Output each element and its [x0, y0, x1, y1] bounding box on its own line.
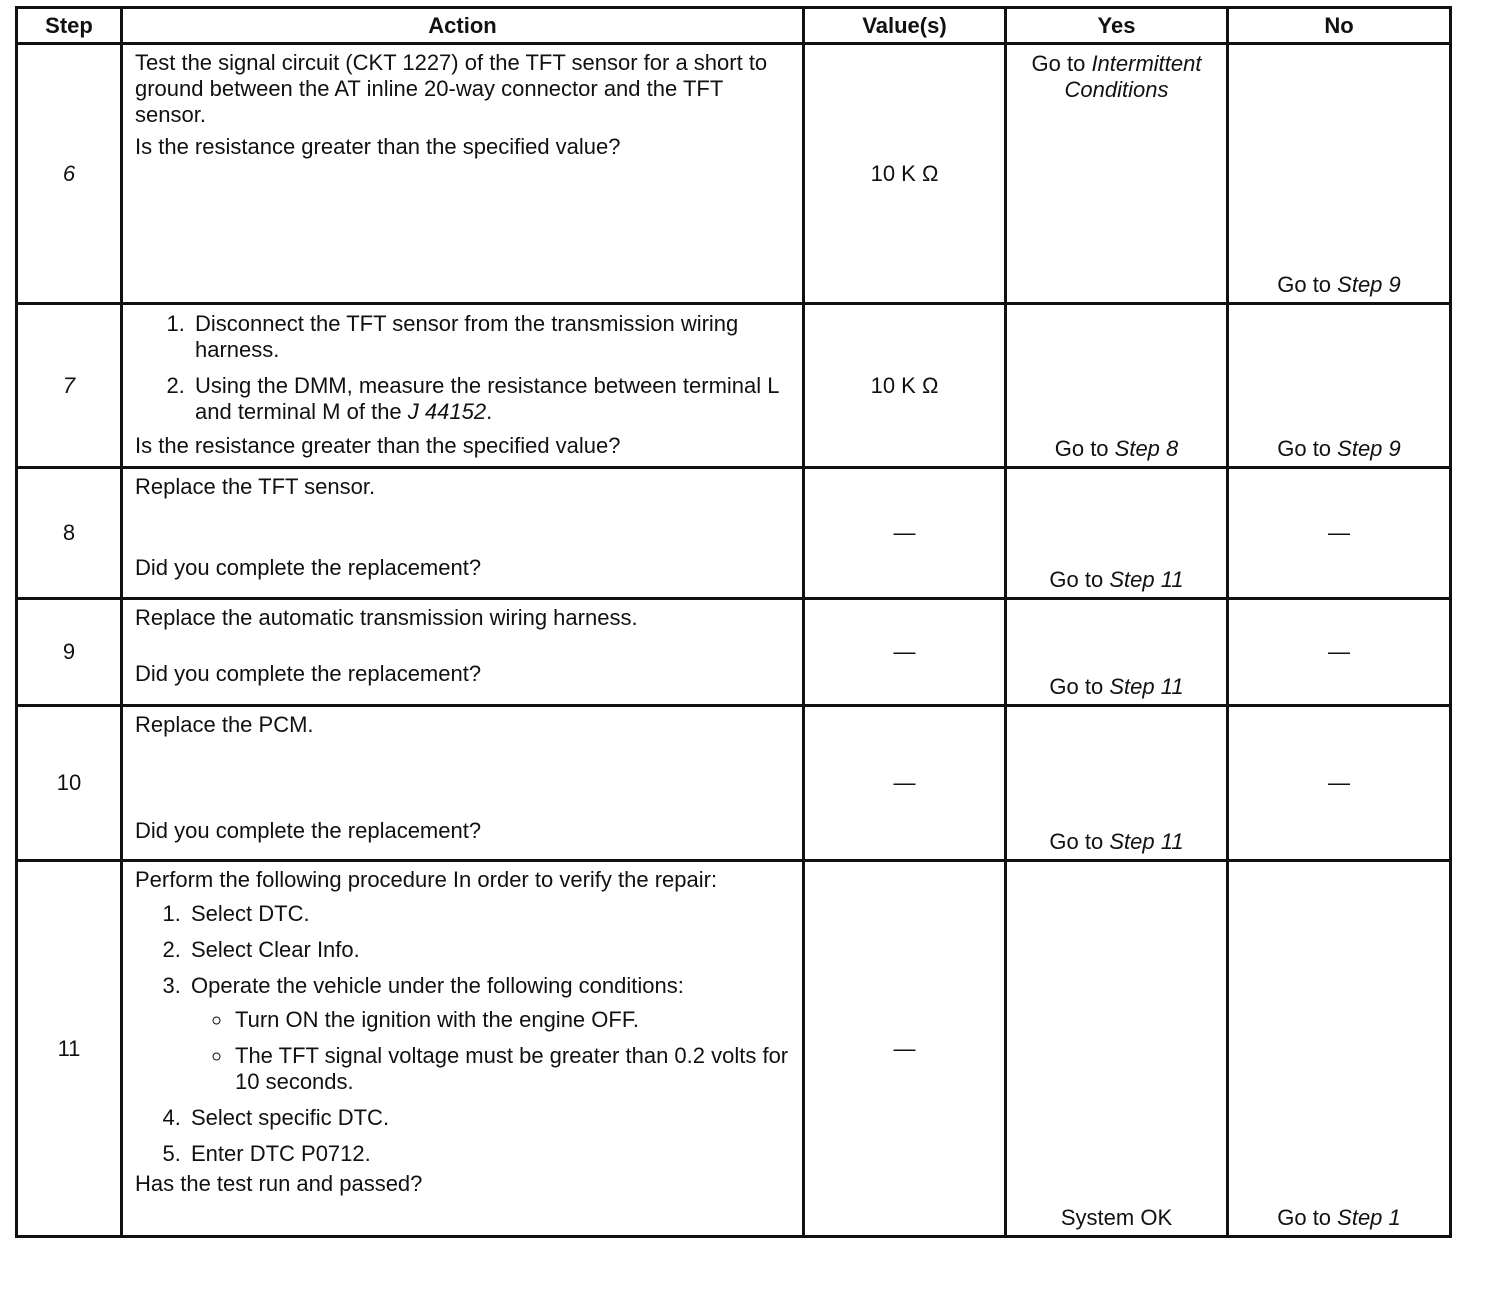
- action-step-text: Using the DMM, measure the resistance between terminal L and terminal M of the: [195, 373, 779, 424]
- action-step-item: 5. Enter DTC P0712.: [187, 1141, 792, 1167]
- header-action: Action: [122, 8, 804, 44]
- yes-goto[interactable]: [1007, 567, 1226, 593]
- no-cell: [1228, 304, 1451, 468]
- yes-goto-prefix: Go to: [1049, 567, 1110, 592]
- action-text: Replace the automatic transmission wiring harness.: [135, 605, 638, 630]
- no-goto-prefix: Go to: [1277, 1205, 1338, 1230]
- condition-bullet: ◦ The TFT signal voltage must be greater than 0.2 volts for 10 seconds.: [233, 1043, 792, 1095]
- action-cell: [122, 304, 804, 468]
- action-cell: [122, 468, 804, 599]
- condition-bullet: ◦ Turn ON the ignition with the engine OFF.: [233, 1007, 792, 1033]
- no-cell: —: [1228, 706, 1451, 861]
- yes-goto[interactable]: [1007, 436, 1226, 462]
- no-cell: —: [1228, 599, 1451, 706]
- header-yes: Yes: [1006, 8, 1228, 44]
- yes-cell: [1006, 468, 1228, 599]
- no-cell: [1228, 861, 1451, 1237]
- no-goto-prefix: Go to: [1277, 436, 1338, 461]
- action-question: Has the test run and passed?: [135, 1171, 423, 1196]
- action-step-suffix: .: [486, 399, 493, 424]
- value-cell: 10 K Ω: [804, 304, 1006, 468]
- action-step-item: 1. Select DTC.: [187, 901, 792, 927]
- header-no: No: [1228, 8, 1451, 44]
- yes-goto[interactable]: [1007, 829, 1226, 855]
- table-row-step-8: [17, 468, 1451, 599]
- value-cell: —: [804, 861, 1006, 1237]
- action-steps-list: [135, 311, 792, 425]
- step-number: 9: [17, 599, 122, 706]
- yes-goto[interactable]: [1007, 51, 1226, 103]
- no-cell: [1228, 44, 1451, 304]
- verify-steps-list: [135, 901, 792, 1167]
- yes-goto-link[interactable]: Step 11: [1109, 567, 1184, 592]
- action-cell: [122, 599, 804, 706]
- header-values: Value(s): [804, 8, 1006, 44]
- yes-cell: [1006, 861, 1228, 1237]
- value-cell: —: [804, 468, 1006, 599]
- yes-cell: [1006, 304, 1228, 468]
- diagnostic-table: [15, 6, 1452, 1238]
- action-text: Test the signal circuit (CKT 1227) of the TFT sensor for a short to ground between the AT inline 20-way connector and the TFT sensor.: [135, 50, 768, 127]
- no-goto[interactable]: [1229, 436, 1449, 462]
- action-step-item: 4. Select specific DTC.: [187, 1105, 792, 1131]
- tool-reference: J 44152: [407, 399, 487, 424]
- no-goto[interactable]: [1229, 272, 1449, 298]
- action-cell: [122, 44, 804, 304]
- no-goto-link[interactable]: Step 9: [1337, 272, 1401, 297]
- action-step-item: [187, 973, 792, 1095]
- step-number: 11: [17, 861, 122, 1237]
- yes-goto-prefix: Go to: [1054, 436, 1115, 461]
- action-text: Perform the following procedure In order to verify the repair:: [135, 867, 718, 892]
- yes-goto[interactable]: [1007, 674, 1226, 700]
- action-question: Is the resistance greater than the specified value?: [135, 433, 621, 458]
- action-cell: [122, 861, 804, 1237]
- no-goto[interactable]: [1229, 1205, 1449, 1231]
- action-question: Did you complete the replacement?: [135, 661, 482, 686]
- condition-bullets: [191, 1007, 792, 1095]
- table-row-step-10: [17, 706, 1451, 861]
- action-step-item: 1. Disconnect the TFT sensor from the transmission wiring harness.: [191, 311, 792, 363]
- table-row-step-7: [17, 304, 1451, 468]
- value-cell: 10 K Ω: [804, 44, 1006, 304]
- no-goto-prefix: Go to: [1277, 272, 1338, 297]
- no-goto-link[interactable]: Step 9: [1337, 436, 1401, 461]
- header-step: Step: [17, 8, 122, 44]
- yes-goto-link[interactable]: Intermittent Conditions: [1064, 51, 1202, 102]
- no-goto-link[interactable]: Step 1: [1337, 1205, 1401, 1230]
- action-cell: [122, 706, 804, 861]
- step-number: 8: [17, 468, 122, 599]
- yes-cell: [1006, 599, 1228, 706]
- yes-goto-link[interactable]: Step 8: [1114, 436, 1179, 461]
- table-row-step-11: [17, 861, 1451, 1237]
- action-step-item: 2. Select Clear Info.: [187, 937, 792, 963]
- table-row-step-9: [17, 599, 1451, 706]
- yes-cell: [1006, 706, 1228, 861]
- action-text: Replace the TFT sensor.: [135, 474, 376, 499]
- no-cell: —: [1228, 468, 1451, 599]
- header-row: [17, 8, 1451, 44]
- yes-goto-prefix: Go to: [1031, 51, 1092, 76]
- yes-result: System OK: [1060, 1205, 1173, 1230]
- yes-goto-link[interactable]: Step 11: [1109, 674, 1184, 699]
- action-text: Replace the PCM.: [135, 712, 314, 737]
- step-number: 6: [17, 44, 122, 304]
- yes-goto-link[interactable]: Step 11: [1109, 829, 1184, 854]
- value-cell: —: [804, 706, 1006, 861]
- action-question: Did you complete the replacement?: [135, 555, 482, 580]
- yes-goto-prefix: Go to: [1049, 829, 1110, 854]
- action-question: Is the resistance greater than the specified value?: [135, 134, 621, 159]
- step-number: 7: [17, 304, 122, 468]
- table-row-step-6: [17, 44, 1451, 304]
- action-question: Did you complete the replacement?: [135, 818, 482, 843]
- yes-goto-prefix: Go to: [1049, 674, 1110, 699]
- step-number: 10: [17, 706, 122, 861]
- action-step-text: Operate the vehicle under the following conditions:: [191, 973, 684, 998]
- yes-cell: [1006, 44, 1228, 304]
- action-step-item: [191, 373, 792, 425]
- value-cell: —: [804, 599, 1006, 706]
